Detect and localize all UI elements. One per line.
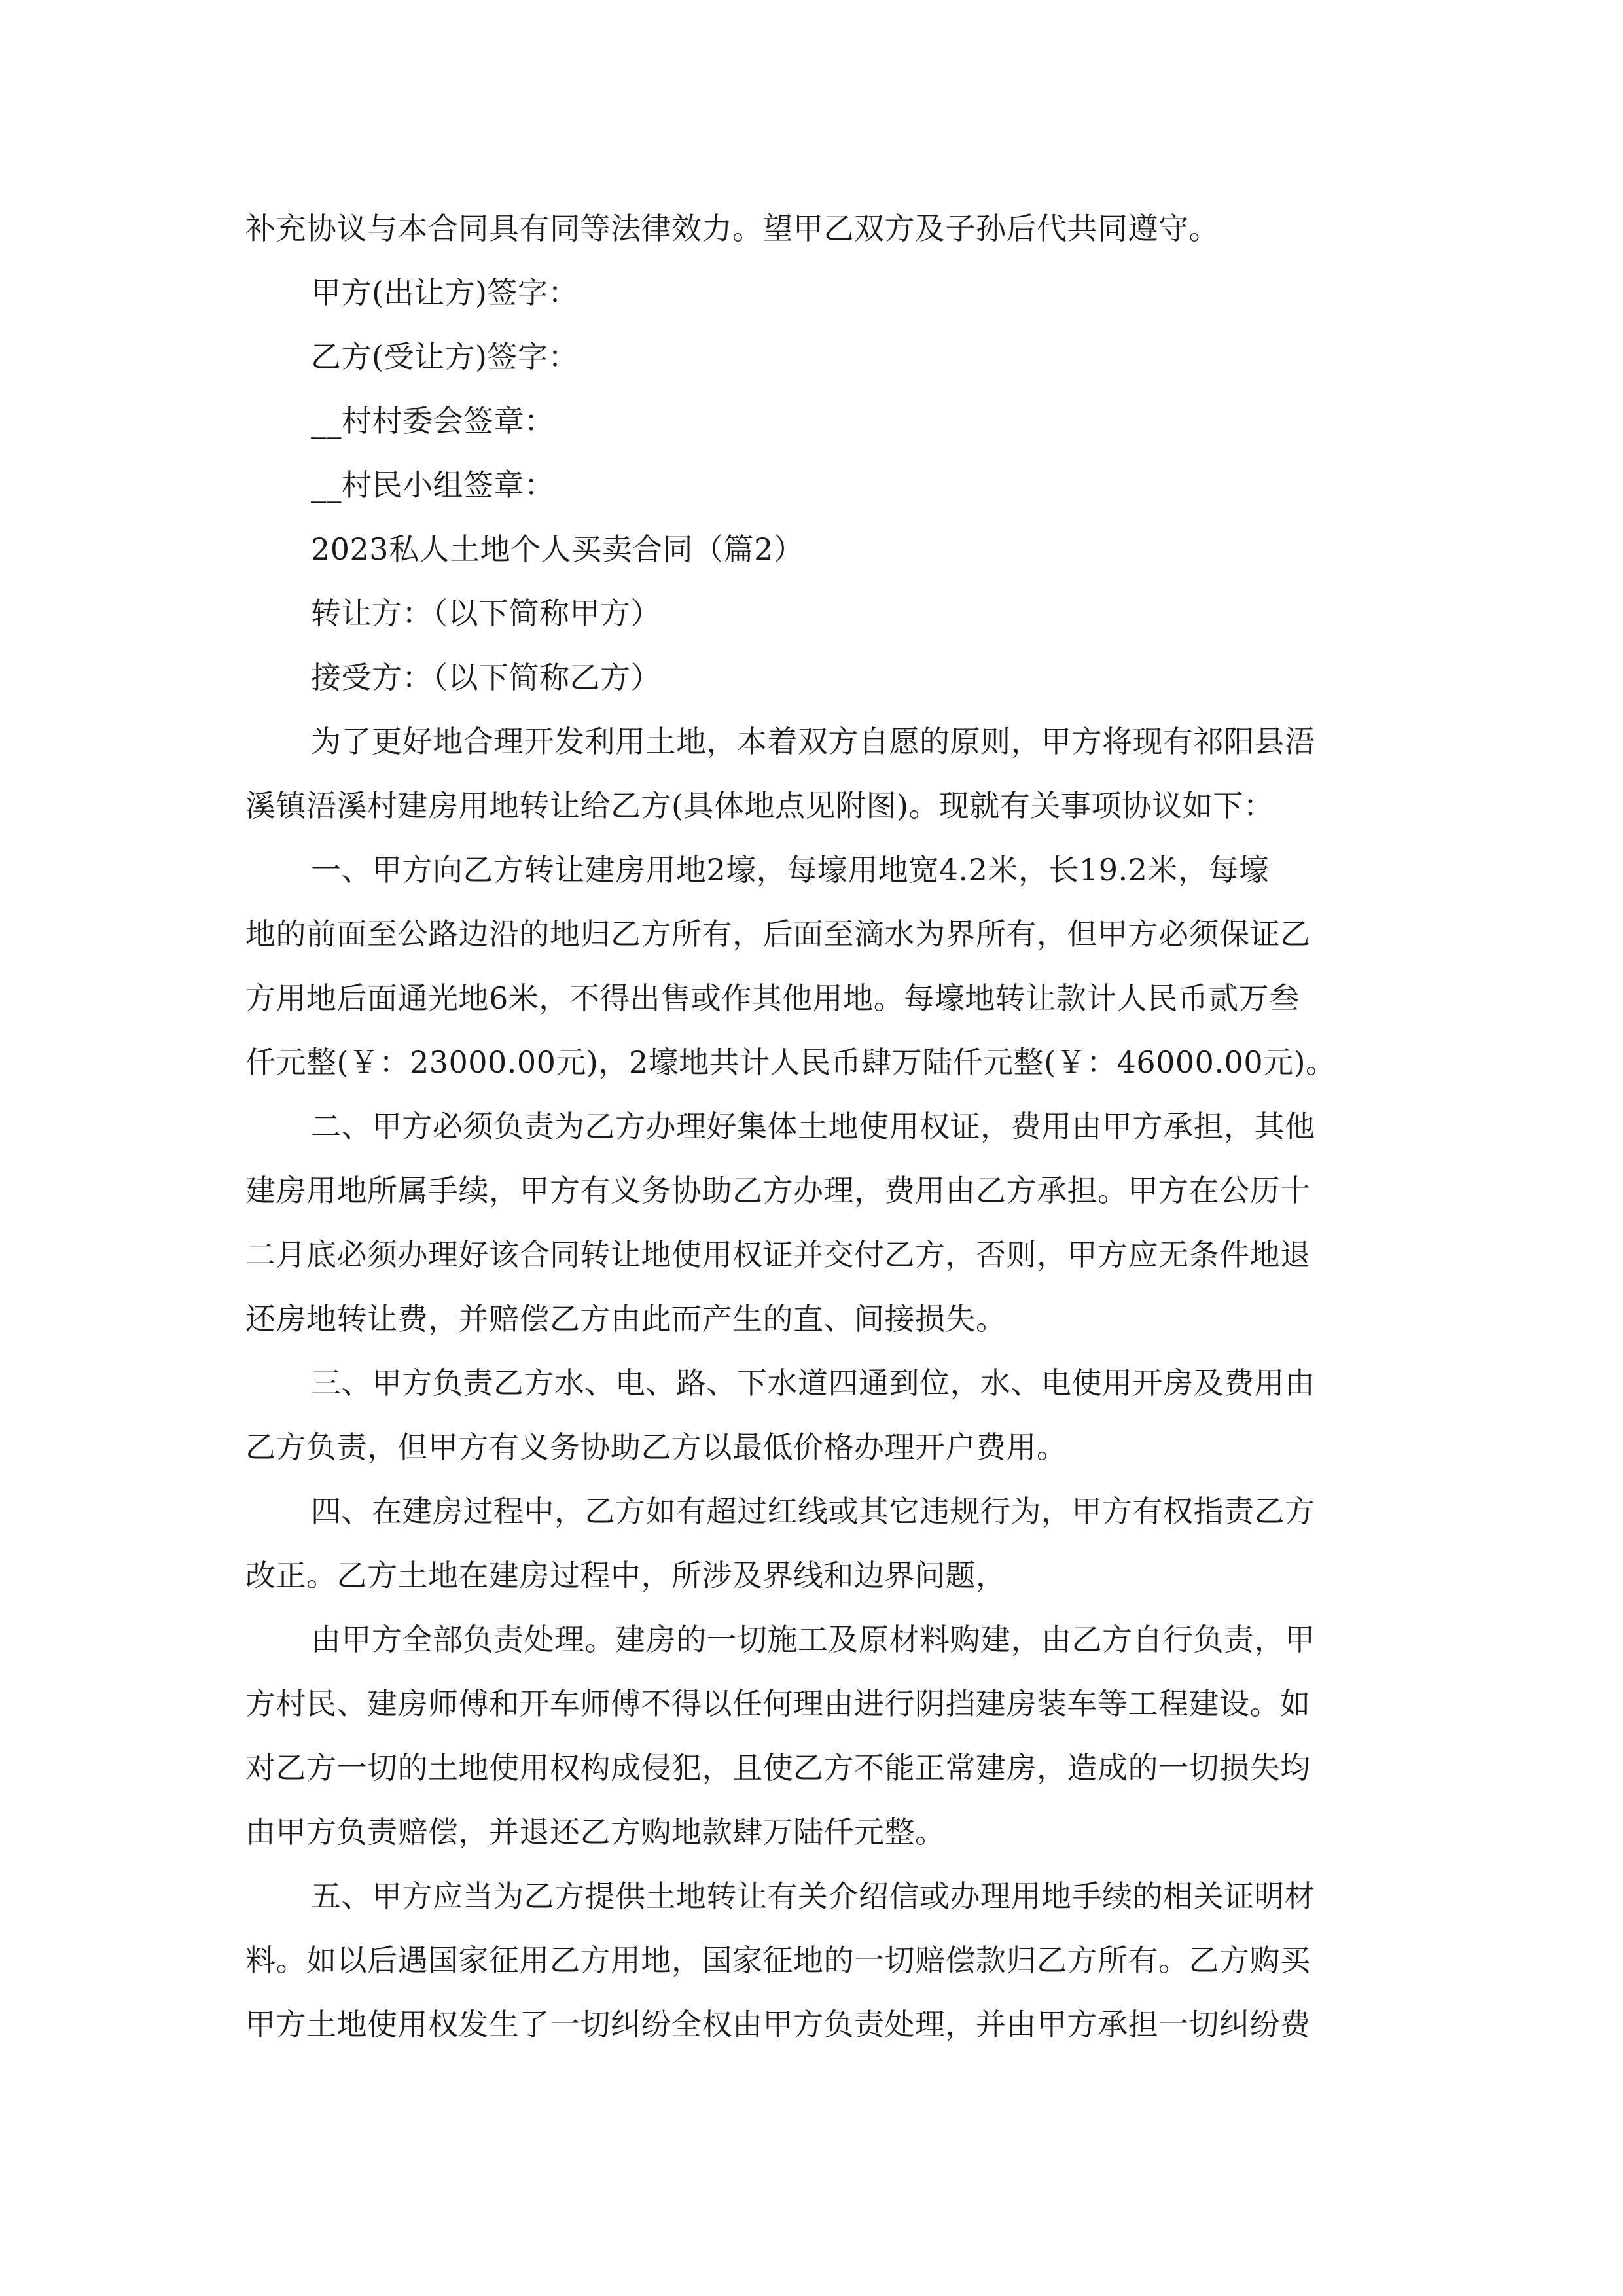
clause-1-line: 地的前面至公路边沿的地归乙方所有，后面至滴水为界所有，但甲方必须保证乙: [245, 916, 1311, 952]
clause-3-line: 三、甲方负责乙方水、电、路、下水道四通到位，水、电使用开房及费用由: [311, 1365, 1315, 1401]
clause-2-line: 二月底必须办理好该合同转让地使用权证并交付乙方，否则，甲方应无条件地退: [245, 1237, 1311, 1272]
clause-2-line: 二、甲方必须负责为乙方办理好集体土地使用权证，费用由甲方承担，其他: [311, 1109, 1315, 1144]
seal-line-village-committee: __村村委会签章：: [311, 403, 555, 439]
paragraph-line: 补充协议与本合同具有同等法律效力。望甲乙双方及子孙后代共同遵守。: [245, 211, 1219, 246]
clause-1-line: 方用地后面通光地6米，不得出售或作其他用地。每壕地转让款计人民币贰万叁: [245, 980, 1300, 1016]
transferor-line: 转让方：（以下简称甲方）: [311, 596, 661, 631]
clause-3-line: 乙方负责，但甲方有义务协助乙方以最低价格办理开户费用。: [245, 1429, 1067, 1465]
clause-4-line: 改正。乙方土地在建房过程中，所涉及界线和边界问题，: [245, 1558, 1007, 1593]
clause-2-line: 还房地转让费，并赔偿乙方由此而产生的直、间接损失。: [245, 1301, 1007, 1336]
clause-4-line: 对乙方一切的土地使用权构成侵犯，且使乙方不能正常建房，造成的一切损失均: [245, 1750, 1311, 1785]
clause-4-line: 由甲方全部负责处理。建房的一切施工及原材料购建，由乙方自行负责，甲: [311, 1622, 1315, 1657]
clause-1-line: 一、甲方向乙方转让建房用地2壕，每壕用地宽4.2米，长19.2米，每壕: [311, 852, 1270, 888]
clause-4-line: 四、在建房过程中，乙方如有超过红线或其它违规行为，甲方有权指责乙方: [311, 1494, 1315, 1529]
clause-5-line: 料。如以后遇国家征用乙方用地，国家征地的一切赔偿款归乙方所有。乙方购买: [245, 1943, 1311, 1978]
clause-4-line: 由甲方负责赔偿，并退还乙方购地款肆万陆仟元整。: [245, 1814, 946, 1850]
clause-5-line: 甲方土地使用权发生了一切纠纷全权由甲方负责处理，并由甲方承担一切纠纷费: [245, 2007, 1311, 2042]
clause-1-line: 仟元整(￥：23000.00元)，2壕地共计人民币肆万陆仟元整(￥：46000.00元)。: [245, 1045, 1336, 1080]
signature-line-party-b: 乙方(受让方)签字：: [311, 339, 579, 374]
section-title: 2023私人土地个人买卖合同（篇2）: [311, 531, 804, 567]
paragraph-line: 溪镇浯溪村建房用地转让给乙方(具体地点见附图)。现就有关事项协议如下：: [245, 788, 1274, 823]
clause-2-line: 建房用地所属手续，甲方有义务协助乙方办理，费用由乙方承担。甲方在公历十: [245, 1173, 1311, 1208]
paragraph-line: 为了更好地合理开发利用土地，本着双方自愿的原则，甲方将现有祁阳县浯: [311, 724, 1315, 759]
clause-4-line: 方村民、建房师傅和开车师傅不得以任何理由进行阴挡建房装车等工程建设。如: [245, 1686, 1311, 1721]
seal-line-villager-group: __村民小组签章：: [311, 467, 555, 503]
document-body: [245, 196, 1384, 2056]
signature-line-party-a: 甲方(出让方)签字：: [311, 275, 579, 310]
clause-5-line: 五、甲方应当为乙方提供土地转让有关介绍信或办理用地手续的相关证明材: [311, 1878, 1315, 1914]
transferee-line: 接受方：（以下简称乙方）: [311, 660, 661, 695]
